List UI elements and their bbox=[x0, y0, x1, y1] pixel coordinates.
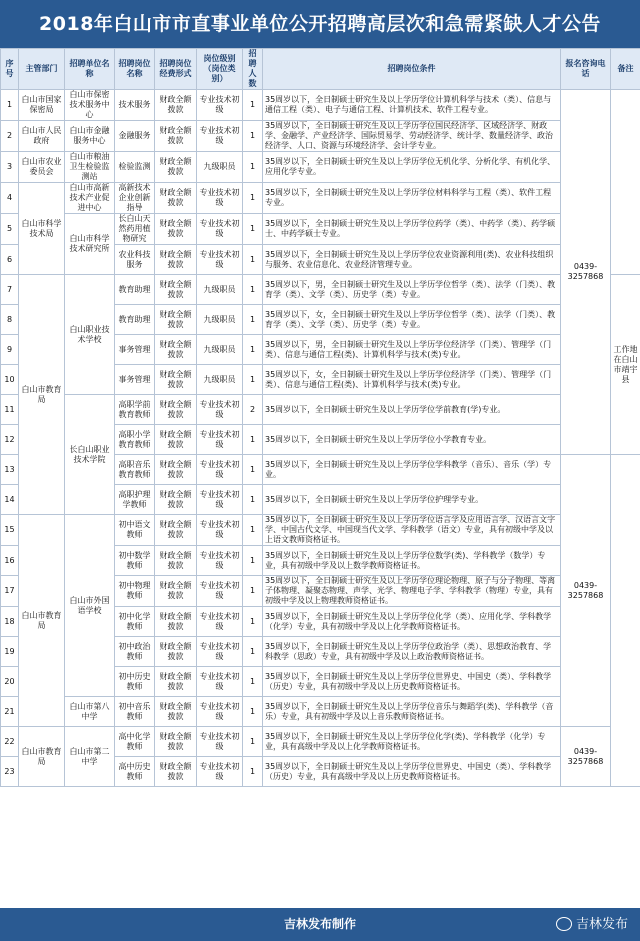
footer-label: 吉林发布制作 bbox=[283, 917, 356, 931]
unit-cell: 白山市粮油卫生检验监测站 bbox=[65, 152, 115, 183]
row-number: 20 bbox=[1, 667, 19, 697]
table-row bbox=[1, 697, 640, 727]
fund-cell: 财政全额拨款 bbox=[155, 152, 197, 183]
requirements-cell: 35周岁以下，全日制硕士研究生及以上学历学位无机化学、分析化学、有机化学、应用化学专业。 bbox=[263, 152, 561, 183]
post-cell: 事务管理 bbox=[115, 335, 155, 365]
post-cell: 教育助理 bbox=[115, 275, 155, 305]
requirements-cell: 35周岁以下，全日制硕士研究生及以上学历学位音乐与舞蹈学(类)、学科教学（音乐）专业，具有初级中学及以上音乐教师资格证书。 bbox=[263, 697, 561, 727]
fund-cell: 财政全额拨款 bbox=[155, 576, 197, 607]
level-cell: 专业技术初级 bbox=[197, 425, 243, 455]
fund-cell: 财政全额拨款 bbox=[155, 335, 197, 365]
fund-cell: 财政全额拨款 bbox=[155, 637, 197, 667]
table-row bbox=[1, 275, 640, 305]
fund-cell: 财政全额拨款 bbox=[155, 515, 197, 546]
count-cell: 1 bbox=[243, 757, 263, 787]
count-cell: 1 bbox=[243, 637, 263, 667]
fund-cell: 财政全额拨款 bbox=[155, 90, 197, 121]
post-cell: 初中历史教师 bbox=[115, 667, 155, 697]
post-cell: 初中数学教师 bbox=[115, 546, 155, 576]
unit-cell: 白山市金融服务中心 bbox=[65, 121, 115, 152]
level-cell: 专业技术初级 bbox=[197, 485, 243, 515]
post-cell: 长白山天然药用植物研究 bbox=[115, 214, 155, 245]
post-cell: 初中政治教师 bbox=[115, 637, 155, 667]
unit-cell: 白山市保密技术服务中心 bbox=[65, 90, 115, 121]
requirements-cell: 35周岁以下，全日制硕士研究生及以上学历学位语言学及应用语言学、汉语言文字学、中国古代文学、中国现当代文学、学科教学（语文）专业，具有初级中学及以上语文教师资格证书。 bbox=[263, 515, 561, 546]
count-cell: 1 bbox=[243, 275, 263, 305]
level-cell: 专业技术初级 bbox=[197, 90, 243, 121]
level-cell: 专业技术初级 bbox=[197, 515, 243, 546]
col-header-tel: 报名咨询电话 bbox=[561, 49, 611, 90]
row-number: 7 bbox=[1, 275, 19, 305]
fund-cell: 财政全额拨款 bbox=[155, 455, 197, 485]
level-cell: 专业技术初级 bbox=[197, 607, 243, 637]
unit-cell: 白山市第八中学 bbox=[65, 697, 115, 727]
level-cell: 专业技术初级 bbox=[197, 727, 243, 757]
count-cell: 1 bbox=[243, 365, 263, 395]
row-number: 3 bbox=[1, 152, 19, 183]
row-number: 22 bbox=[1, 727, 19, 757]
post-cell: 教育助理 bbox=[115, 305, 155, 335]
table-row bbox=[1, 183, 640, 214]
row-number: 23 bbox=[1, 757, 19, 787]
row-number: 2 bbox=[1, 121, 19, 152]
requirements-cell: 35周岁以下，全日制硕士研究生及以上学历学位化学(类)、学科教学（化学）专业，具有高级中学及以上化学教师资格证书。 bbox=[263, 727, 561, 757]
count-cell: 1 bbox=[243, 245, 263, 275]
post-cell: 金融服务 bbox=[115, 121, 155, 152]
row-number: 5 bbox=[1, 214, 19, 245]
fund-cell: 财政全额拨款 bbox=[155, 275, 197, 305]
requirements-cell: 35周岁以下，男，全日制硕士研究生及以上学历学位经济学（门类）、管理学（门类）、信息与通信工程(类)、计算机科学与技术(类)专业。 bbox=[263, 335, 561, 365]
requirements-cell: 35周岁以下，全日制硕士研究生及以上学历学位政治学（类）、思想政治教育、学科教学（思政）专业，具有初级中学及以上政治教师资格证书。 bbox=[263, 637, 561, 667]
fund-cell: 财政全额拨款 bbox=[155, 727, 197, 757]
dept-cell: 白山市科学技术局 bbox=[19, 183, 65, 275]
requirements-cell: 35周岁以下，全日制硕士研究生及以上学历学位世界史、中国史（类）、学科教学（历史）专业，具有高级中学及以上历史教师资格证书。 bbox=[263, 757, 561, 787]
row-number: 17 bbox=[1, 576, 19, 607]
unit-cell: 白山市第二中学 bbox=[65, 727, 115, 787]
requirements-cell: 35周岁以下，全日制硕士研究生及以上学历学位计算机科学与技术（类）、信息与通信工程（类）、电子与通信工程、计算机技术、软件工程专业。 bbox=[263, 90, 561, 121]
requirements-cell: 35周岁以下，全日制硕士研究生及以上学历学位小学教育专业。 bbox=[263, 425, 561, 455]
row-number: 14 bbox=[1, 485, 19, 515]
fund-cell: 财政全额拨款 bbox=[155, 667, 197, 697]
count-cell: 1 bbox=[243, 515, 263, 546]
level-cell: 专业技术初级 bbox=[197, 576, 243, 607]
level-cell: 专业技术初级 bbox=[197, 183, 243, 214]
row-number: 19 bbox=[1, 637, 19, 667]
level-cell: 专业技术初级 bbox=[197, 667, 243, 697]
dept-cell: 白山市农业委员会 bbox=[19, 152, 65, 183]
col-header-dept: 主管部门 bbox=[19, 49, 65, 90]
post-cell: 高新技术企业创新指导 bbox=[115, 183, 155, 214]
count-cell: 1 bbox=[243, 546, 263, 576]
post-cell: 高中历史教师 bbox=[115, 757, 155, 787]
watermark bbox=[556, 908, 628, 941]
row-number: 10 bbox=[1, 365, 19, 395]
row-number: 11 bbox=[1, 395, 19, 425]
requirements-cell: 35周岁以下，全日制硕士研究生及以上学历学位护理学专业。 bbox=[263, 485, 561, 515]
post-cell: 高职小学教育教师 bbox=[115, 425, 155, 455]
requirements-cell: 35周岁以下，全日制硕士研究生及以上学历学位数学(类)、学科教学（数学）专业，具有初级中学及以上数学教师资格证书。 bbox=[263, 546, 561, 576]
unit-cell: 白山市科学技术研究所 bbox=[65, 214, 115, 275]
unit-cell: 白山职业技术学校 bbox=[65, 275, 115, 395]
fund-cell: 财政全额拨款 bbox=[155, 607, 197, 637]
unit-cell: 长白山职业技术学院 bbox=[65, 395, 115, 515]
level-cell: 专业技术初级 bbox=[197, 546, 243, 576]
row-number: 1 bbox=[1, 90, 19, 121]
fund-cell: 财政全额拨款 bbox=[155, 395, 197, 425]
count-cell: 1 bbox=[243, 667, 263, 697]
dept-cell: 白山市教育局 bbox=[19, 515, 65, 727]
fund-cell: 财政全额拨款 bbox=[155, 365, 197, 395]
table-row bbox=[1, 152, 640, 183]
count-cell: 1 bbox=[243, 305, 263, 335]
row-number: 21 bbox=[1, 697, 19, 727]
requirements-cell: 35周岁以下，全日制硕士研究生及以上学历学位材料科学与工程（类）、软件工程专业。 bbox=[263, 183, 561, 214]
row-number: 15 bbox=[1, 515, 19, 546]
level-cell: 九级职员 bbox=[197, 152, 243, 183]
fund-cell: 财政全额拨款 bbox=[155, 214, 197, 245]
requirements-cell: 35周岁以下，全日制硕士研究生及以上学历学位药学（类）、中药学（类）、药学硕士、中药学硕士专业。 bbox=[263, 214, 561, 245]
fund-cell: 财政全额拨款 bbox=[155, 485, 197, 515]
dept-cell: 白山市国家保密局 bbox=[19, 90, 65, 121]
row-number: 9 bbox=[1, 335, 19, 365]
post-cell: 事务管理 bbox=[115, 365, 155, 395]
requirements-cell: 35周岁以下，全日制硕士研究生及以上学历学位理论物理、原子与分子物理、等离子体物理、凝聚态物理、声学、光学、物理电子学、学科教学（物理）专业，具有初级中学及以上物理教师资格证书。 bbox=[263, 576, 561, 607]
fund-cell: 财政全额拨款 bbox=[155, 121, 197, 152]
requirements-cell: 35周岁以下，全日制硕士研究生及以上学历学位世界史、中国史（类）、学科教学（历史）专业，具有初级中学及以上历史教师资格证书。 bbox=[263, 667, 561, 697]
post-cell: 高职音乐教育教师 bbox=[115, 455, 155, 485]
fund-cell: 财政全额拨款 bbox=[155, 305, 197, 335]
unit-cell: 白山市高新技术产业促进中心 bbox=[65, 183, 115, 214]
post-cell: 高职学前教育教师 bbox=[115, 395, 155, 425]
tel-cell: 0439-3257868 bbox=[561, 455, 611, 727]
note-cell bbox=[611, 455, 640, 787]
count-cell: 1 bbox=[243, 214, 263, 245]
unit-cell: 白山市外国语学校 bbox=[65, 515, 115, 697]
level-cell: 专业技术初级 bbox=[197, 637, 243, 667]
count-cell: 1 bbox=[243, 607, 263, 637]
table-row bbox=[1, 395, 640, 425]
row-number: 13 bbox=[1, 455, 19, 485]
row-number: 12 bbox=[1, 425, 19, 455]
requirements-cell: 35周岁以下，女，全日制硕士研究生及以上学历学位哲学（类）、法学（门类）、教育学（类）、文学（类）、历史学（类）专业。 bbox=[263, 305, 561, 335]
table-row bbox=[1, 214, 640, 245]
tel-cell: 0439-3257868 bbox=[561, 727, 611, 787]
requirements-cell: 35周岁以下，全日制硕士研究生及以上学历学位农业资源利用(类)、农业科技组织与服务、农业信息化、农业经济管理专业。 bbox=[263, 245, 561, 275]
count-cell: 1 bbox=[243, 455, 263, 485]
note-cell bbox=[611, 90, 640, 275]
requirements-cell: 35周岁以下，女，全日制硕士研究生及以上学历学位经济学（门类）、管理学（门类）、信息与通信工程(类)、计算机科学与技术(类)专业。 bbox=[263, 365, 561, 395]
level-cell: 专业技术初级 bbox=[197, 757, 243, 787]
table-row bbox=[1, 515, 640, 546]
col-header-count: 招聘人数 bbox=[243, 49, 263, 90]
requirements-cell: 35周岁以下，全日制硕士研究生及以上学历学位学科教学（音乐）、音乐（学）专业。 bbox=[263, 455, 561, 485]
requirements-cell: 35周岁以下，全日制硕士研究生及以上学历学位学前教育(学)专业。 bbox=[263, 395, 561, 425]
recruitment-table bbox=[0, 48, 640, 787]
dept-cell: 白山市教育局 bbox=[19, 727, 65, 787]
fund-cell: 财政全额拨款 bbox=[155, 183, 197, 214]
page-title: 2018年白山市市直事业单位公开招聘高层次和急需紧缺人才公告 bbox=[0, 0, 640, 48]
count-cell: 1 bbox=[243, 485, 263, 515]
level-cell: 专业技术初级 bbox=[197, 214, 243, 245]
watermark-label: 吉林发布 bbox=[575, 917, 628, 932]
level-cell: 九级职员 bbox=[197, 275, 243, 305]
post-cell: 初中化学教师 bbox=[115, 607, 155, 637]
table-row bbox=[1, 121, 640, 152]
level-cell: 专业技术初级 bbox=[197, 455, 243, 485]
dept-cell: 白山市人民政府 bbox=[19, 121, 65, 152]
row-number: 8 bbox=[1, 305, 19, 335]
fund-cell: 财政全额拨款 bbox=[155, 245, 197, 275]
col-header-note: 备注 bbox=[611, 49, 640, 90]
count-cell: 1 bbox=[243, 90, 263, 121]
fund-cell: 财政全额拨款 bbox=[155, 425, 197, 455]
col-header-level: 岗位级别（岗位类别） bbox=[197, 49, 243, 90]
table-row bbox=[1, 90, 640, 121]
count-cell: 2 bbox=[243, 395, 263, 425]
table-row bbox=[1, 727, 640, 757]
post-cell: 高职护理学教师 bbox=[115, 485, 155, 515]
row-number: 16 bbox=[1, 546, 19, 576]
post-cell: 农业科技服务 bbox=[115, 245, 155, 275]
col-header-fund: 招聘岗位经费形式 bbox=[155, 49, 197, 90]
footer-bar bbox=[0, 908, 640, 941]
col-header-no: 序号 bbox=[1, 49, 19, 90]
col-header-unit: 招聘单位名称 bbox=[65, 49, 115, 90]
post-cell: 初中语文教师 bbox=[115, 515, 155, 546]
col-header-post: 招聘岗位名称 bbox=[115, 49, 155, 90]
fund-cell: 财政全额拨款 bbox=[155, 546, 197, 576]
count-cell: 1 bbox=[243, 727, 263, 757]
level-cell: 专业技术初级 bbox=[197, 395, 243, 425]
level-cell: 专业技术初级 bbox=[197, 245, 243, 275]
count-cell: 1 bbox=[243, 576, 263, 607]
dept-cell: 白山市教育局 bbox=[19, 275, 65, 515]
tel-cell: 0439-3257868 bbox=[561, 90, 611, 455]
requirements-cell: 35周岁以下，男，全日制硕士研究生及以上学历学位哲学（类）、法学（门类）、教育学（类）、文学（类）、历史学（类）专业。 bbox=[263, 275, 561, 305]
row-number: 6 bbox=[1, 245, 19, 275]
count-cell: 1 bbox=[243, 425, 263, 455]
table-header-row bbox=[1, 49, 640, 90]
post-cell: 初中音乐教师 bbox=[115, 697, 155, 727]
fund-cell: 财政全额拨款 bbox=[155, 757, 197, 787]
level-cell: 九级职员 bbox=[197, 305, 243, 335]
post-cell: 技术服务 bbox=[115, 90, 155, 121]
row-number: 4 bbox=[1, 183, 19, 214]
requirements-cell: 35周岁以下，全日制硕士研究生及以上学历学位国民经济学、区域经济学、财政学、金融学、产业经济学、国际贸易学、劳动经济学、统计学、数量经济学、政治经济学、人口、资源与环境经济学、会计学专业。 bbox=[263, 121, 561, 152]
post-cell: 高中化学教师 bbox=[115, 727, 155, 757]
level-cell: 九级职员 bbox=[197, 365, 243, 395]
post-cell: 检验监测 bbox=[115, 152, 155, 183]
row-number: 18 bbox=[1, 607, 19, 637]
col-header-req: 招聘岗位条件 bbox=[263, 49, 561, 90]
count-cell: 1 bbox=[243, 121, 263, 152]
count-cell: 1 bbox=[243, 152, 263, 183]
note-cell: 工作地在白山市靖宇县 bbox=[611, 275, 640, 455]
level-cell: 专业技术初级 bbox=[197, 697, 243, 727]
count-cell: 1 bbox=[243, 183, 263, 214]
level-cell: 专业技术初级 bbox=[197, 121, 243, 152]
fund-cell: 财政全额拨款 bbox=[155, 697, 197, 727]
level-cell: 九级职员 bbox=[197, 335, 243, 365]
wechat-icon bbox=[556, 917, 572, 931]
post-cell: 初中物理教师 bbox=[115, 576, 155, 607]
requirements-cell: 35周岁以下，全日制硕士研究生及以上学历学位化学（类）、应用化学、学科教学（化学）专业，具有初级中学及以上化学教师资格证书。 bbox=[263, 607, 561, 637]
count-cell: 1 bbox=[243, 697, 263, 727]
count-cell: 1 bbox=[243, 335, 263, 365]
